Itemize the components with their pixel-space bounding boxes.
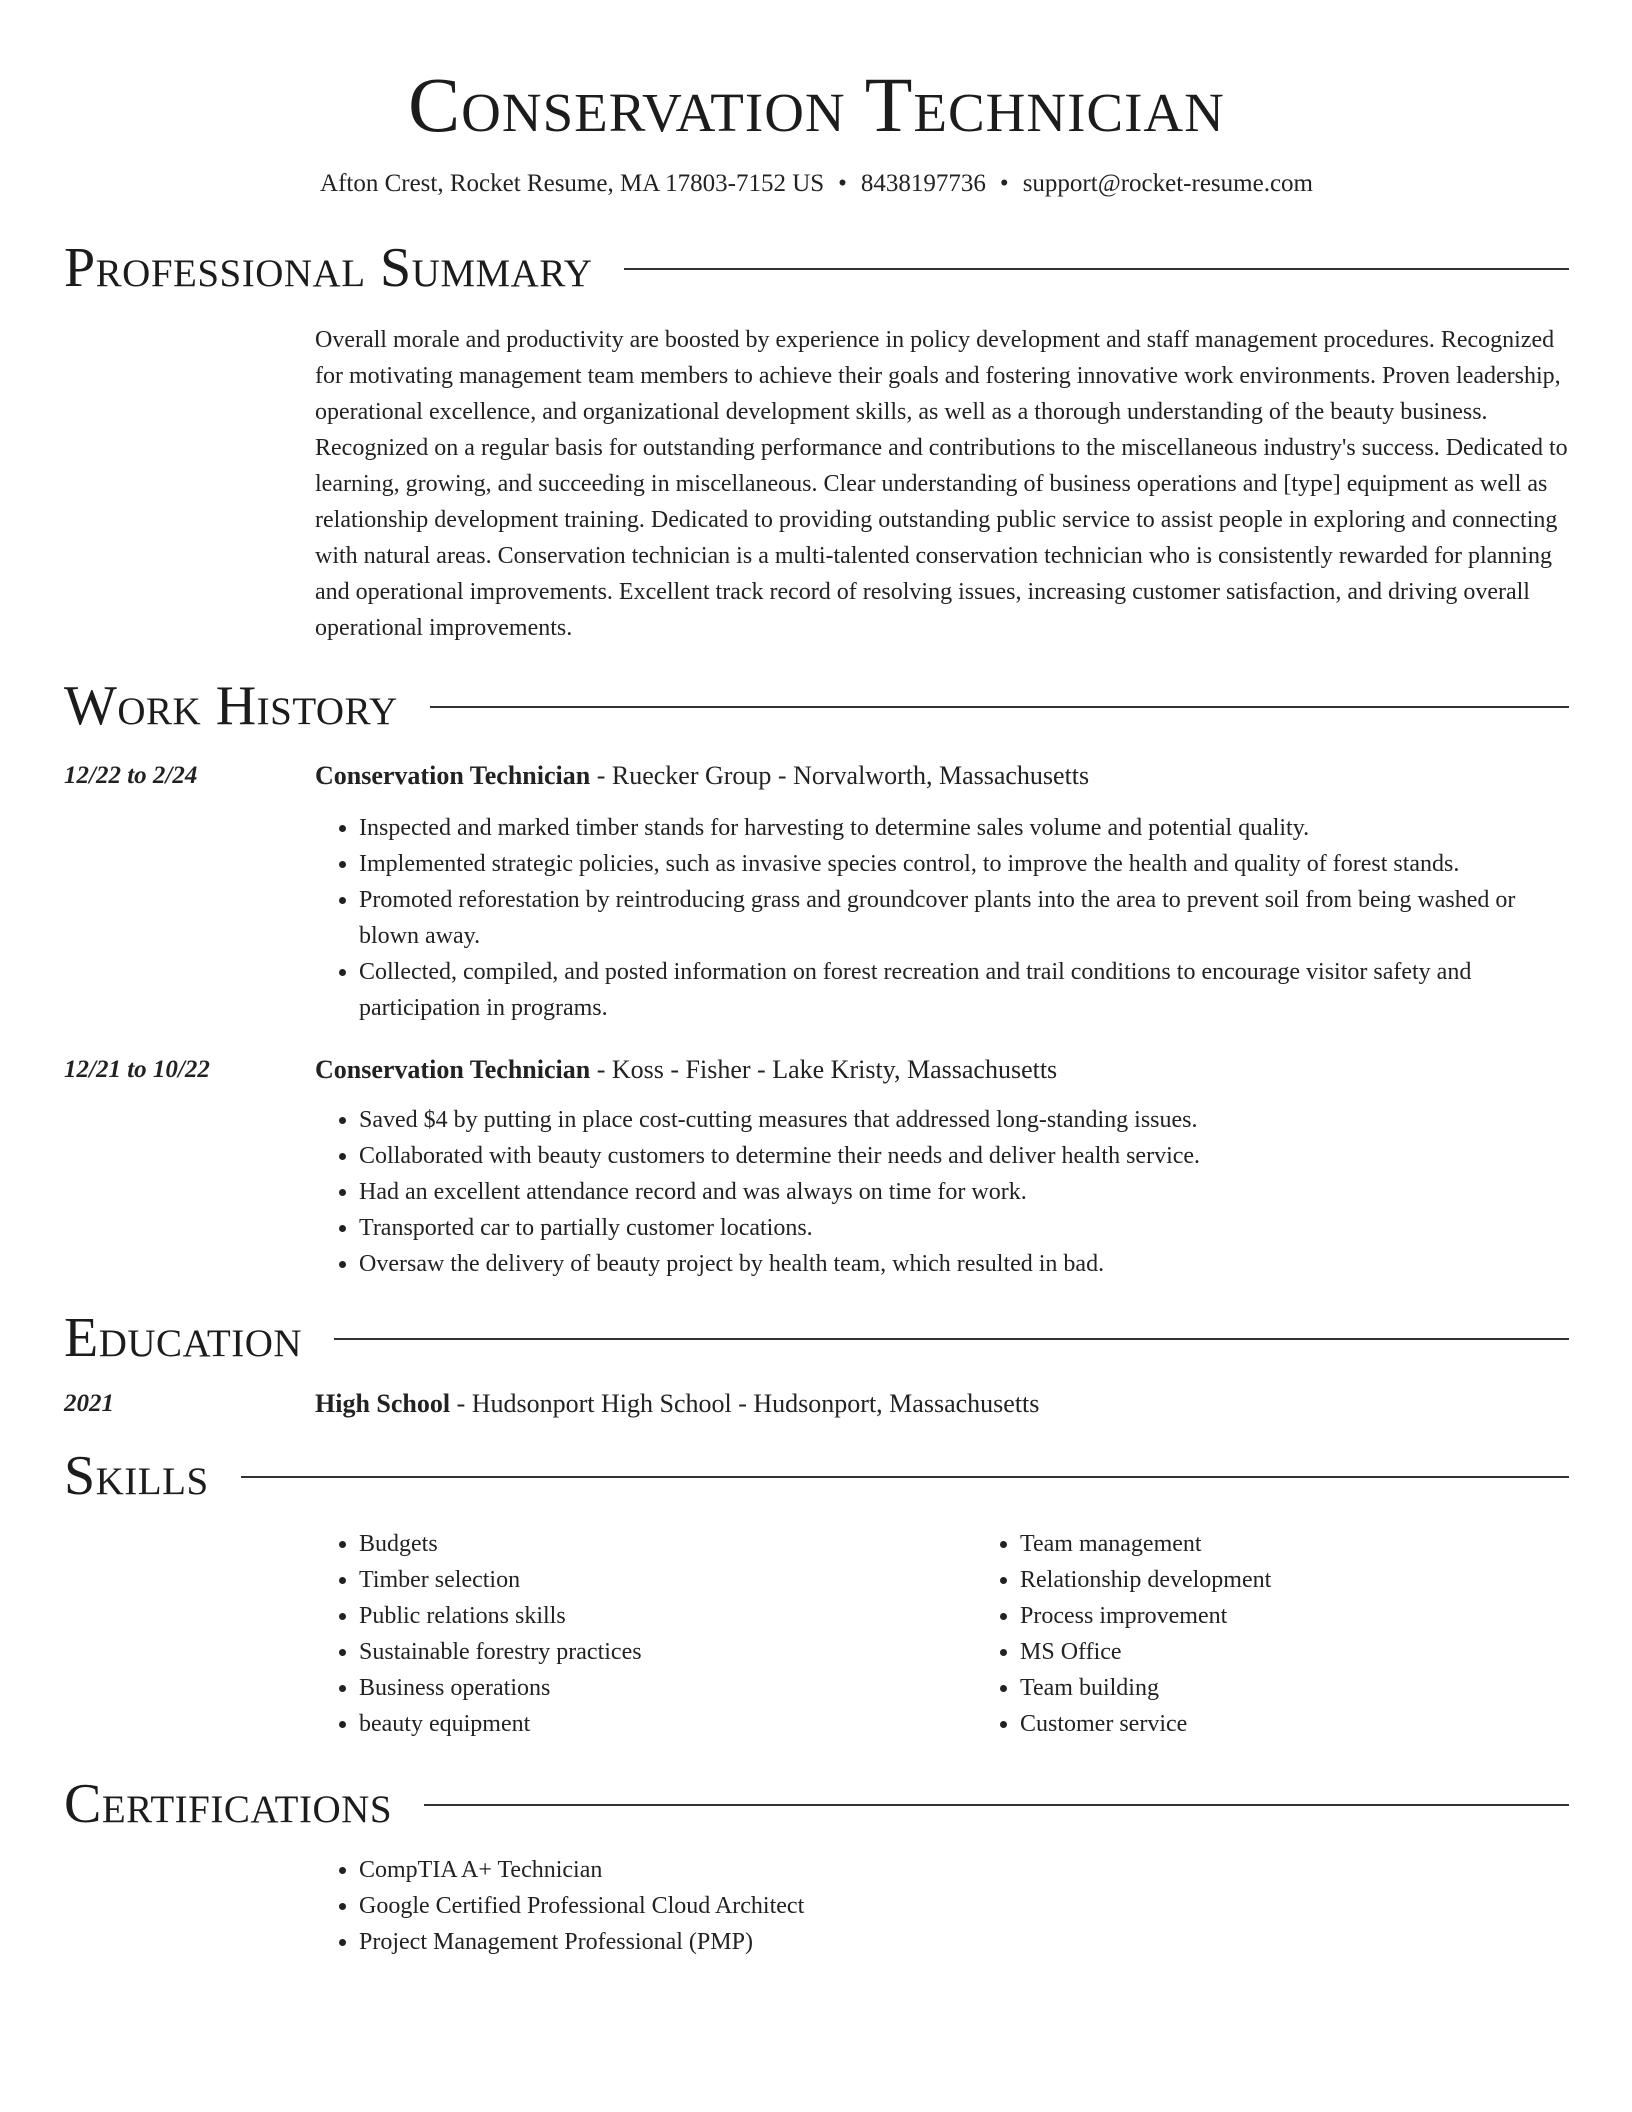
contact-address: Afton Crest, Rocket Resume, MA 17803-7152 US bbox=[320, 170, 825, 197]
skill-item: • Timber selection bbox=[359, 1562, 976, 1598]
job-bullet: • Collaborated with beauty customers to determine their needs and deliver health service. bbox=[359, 1138, 1569, 1174]
contact-separator: • bbox=[838, 170, 847, 197]
certification-item: • Project Management Professional (PMP) bbox=[359, 1924, 1569, 1960]
skills-list-right bbox=[976, 1526, 1632, 1742]
work-heading: Work History bbox=[64, 675, 398, 737]
education-year: 2021 bbox=[64, 1390, 114, 1417]
skill-item: • Process improvement bbox=[1020, 1598, 1632, 1634]
contact-separator: • bbox=[999, 170, 1009, 197]
education-entry bbox=[64, 1386, 1569, 1422]
section-divider bbox=[624, 268, 1569, 270]
job-title: Conservation Technician bbox=[315, 761, 591, 790]
section-divider bbox=[430, 706, 1569, 708]
certifications-section-header bbox=[64, 1772, 1569, 1836]
contact-line bbox=[64, 168, 1569, 200]
job-details: - Ruecker Group - Norvalworth, Massachusetts bbox=[590, 761, 1090, 790]
certifications-heading: Certifications bbox=[64, 1773, 393, 1835]
job-bullet: • Had an excellent attendance record and was always on time for work. bbox=[359, 1174, 1569, 1210]
work-section-header bbox=[64, 674, 1569, 738]
skills-grid bbox=[315, 1526, 1632, 1742]
resume-name: Conservation Technician bbox=[408, 61, 1225, 148]
education-section-header bbox=[64, 1306, 1569, 1370]
job-bullet: • Transported car to partially customer locations. bbox=[359, 1210, 1569, 1246]
summary-text: Overall morale and productivity are boosted by experience in policy development and staff management procedures. Recognized for motivating management team members to achieve their goals and fostering innovative work environments. Proven leadership, operational excellence, and organizational development skills, as well as a thorough understanding of the beauty business. Recognized on a regular basis for outstanding performance and contributions to the miscellaneous industry's success. Dedicated to learning, growing, and succeeding in miscellaneous. Clear understanding of business operations and [type] equipment as well as relationship development training. Dedicated to providing outstanding public service to assist people in exploring and connecting with natural areas. Conservation technician is a multi-talented conservation technician who is consistently rewarded for planning and operational improvements. Excellent track record of resolving issues, increasing customer satisfaction, and driving overall operational improvements. bbox=[315, 327, 1568, 641]
contact-phone: 8438197736 bbox=[860, 170, 986, 197]
job-bullet: • Collected, compiled, and posted information on forest recreation and trail conditions to encourage visitor safety and participation in programs. bbox=[359, 954, 1569, 1026]
certifications-list bbox=[315, 1852, 1569, 1960]
skill-item: • Team management bbox=[1020, 1526, 1632, 1562]
skill-item: • Sustainable forestry practices bbox=[359, 1634, 976, 1670]
job-header bbox=[315, 1052, 1569, 1088]
contact-email: support@rocket-resume.com bbox=[1022, 170, 1313, 197]
skill-item: • Public relations skills bbox=[359, 1598, 976, 1634]
job-bullets bbox=[315, 810, 1569, 1026]
skill-item: • Team building bbox=[1020, 1670, 1632, 1706]
skills-list-left bbox=[315, 1526, 976, 1742]
summary-row bbox=[64, 322, 1569, 646]
job-entry bbox=[64, 758, 1569, 1026]
certification-item: • Google Certified Professional Cloud Architect bbox=[359, 1888, 1569, 1924]
job-bullet: • Oversaw the delivery of beauty project by health team, which resulted in bad. bbox=[359, 1246, 1569, 1282]
job-entry bbox=[64, 1052, 1569, 1282]
skill-item: • beauty equipment bbox=[359, 1706, 976, 1742]
education-details: - Hudsonport High School - Hudsonport, Massachusetts bbox=[450, 1389, 1040, 1418]
resume-page bbox=[64, 0, 1569, 1960]
skill-item: • MS Office bbox=[1020, 1634, 1632, 1670]
job-bullet: • Inspected and marked timber stands for harvesting to determine sales volume and potential quality. bbox=[359, 810, 1569, 846]
job-bullets bbox=[315, 1102, 1569, 1282]
skill-item: • Budgets bbox=[359, 1526, 976, 1562]
certifications-row bbox=[64, 1852, 1569, 1960]
job-dates: 12/21 to 10/22 bbox=[64, 1056, 210, 1083]
summary-section-header bbox=[64, 236, 1569, 300]
job-dates: 12/22 to 2/24 bbox=[64, 762, 198, 789]
skills-section-header bbox=[64, 1444, 1569, 1508]
job-bullet: • Saved $4 by putting in place cost-cutting measures that addressed long-standing issues. bbox=[359, 1102, 1569, 1138]
certification-item: • CompTIA A+ Technician bbox=[359, 1852, 1569, 1888]
skill-item: • Business operations bbox=[359, 1670, 976, 1706]
job-details: - Koss - Fisher - Lake Kristy, Massachusetts bbox=[590, 1055, 1058, 1084]
job-title: Conservation Technician bbox=[315, 1055, 591, 1084]
summary-heading: Professional Summary bbox=[64, 237, 593, 299]
job-header bbox=[315, 758, 1569, 794]
skills-row bbox=[64, 1508, 1569, 1742]
skill-item: • Relationship development bbox=[1020, 1562, 1632, 1598]
section-divider bbox=[334, 1338, 1569, 1340]
section-divider bbox=[424, 1804, 1569, 1806]
job-bullet: • Promoted reforestation by reintroducing grass and groundcover plants into the area to prevent soil from being washed or blown away. bbox=[359, 882, 1569, 954]
education-degree: High School bbox=[315, 1389, 451, 1418]
skills-heading: Skills bbox=[64, 1445, 209, 1507]
job-bullet: • Implemented strategic policies, such as invasive species control, to improve the health and quality of forest stands. bbox=[359, 846, 1569, 882]
section-divider bbox=[241, 1476, 1569, 1478]
education-heading: Education bbox=[64, 1307, 303, 1369]
skill-item: • Customer service bbox=[1020, 1706, 1632, 1742]
